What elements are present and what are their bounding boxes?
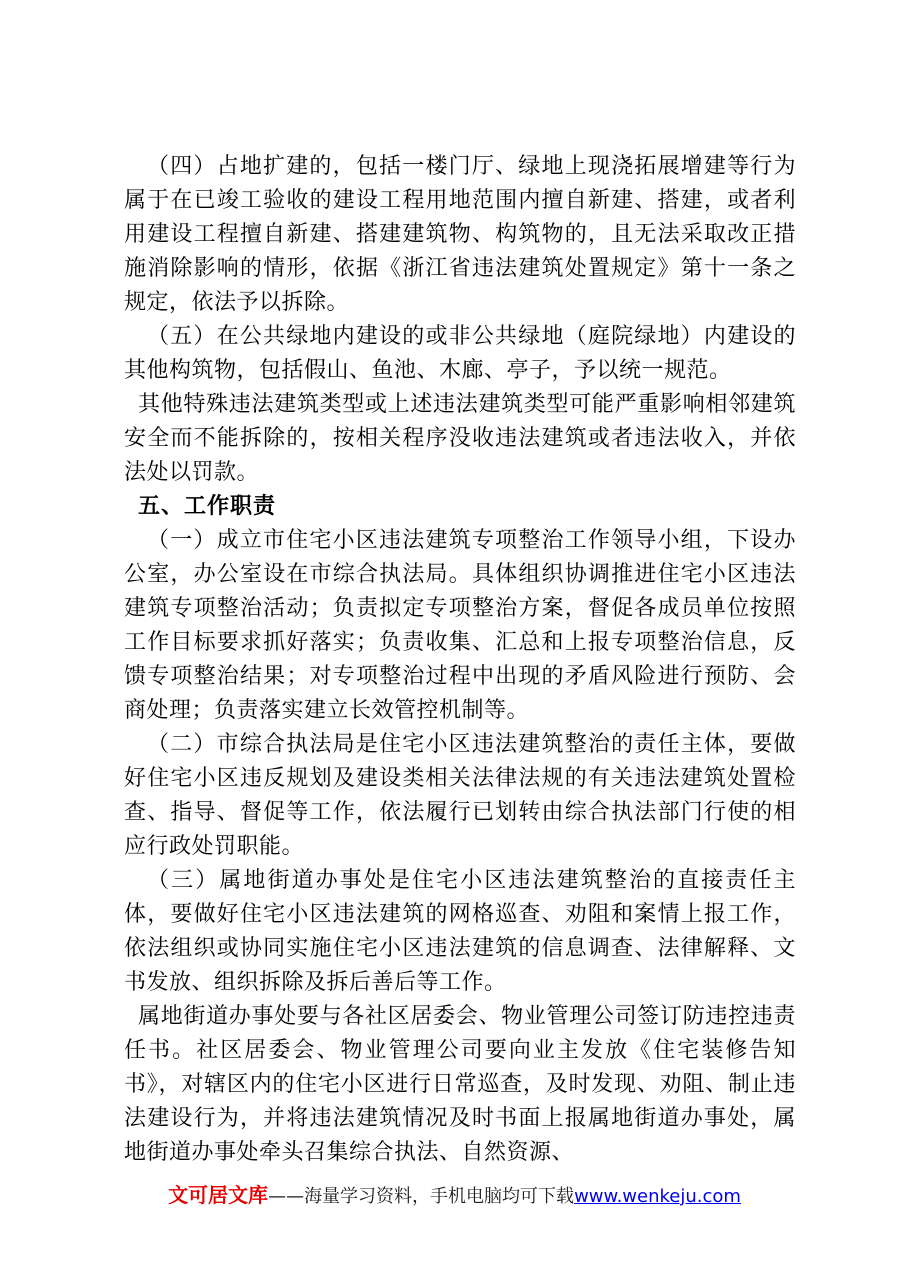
section-heading-responsibilities: 五、工作职责 xyxy=(138,494,277,519)
document-body xyxy=(124,150,796,1170)
footer-site-link[interactable]: www.wenkeju.com xyxy=(574,1186,741,1207)
paragraph-street-office: 属地街道办事处要与各社区居委会、物业管理公司签订防违控违责任书。社区居委会、物业管理公司要向业主发放《住宅装修告知书》，对辖区内的住宅小区进行日常巡查，及时发现、劝阻、制止违法建设行为，并将违法建筑情况及时书面上报属地街道办事处，属地街道办事处牵头召集综合执法、自然资源、 xyxy=(124,1004,796,1165)
page-footer xyxy=(0,1182,909,1210)
paragraph-duty-1: （一）成立市住宅小区违法建筑专项整治工作领导小组，下设办公室，办公室设在市综合执法局。具体组织协调推进住宅小区违法建筑专项整治活动；负责拟定专项整治方案，督促各成员单位按照工作目标要求抓好落实；负责收集、汇总和上报专项整治信息，反馈专项整治结果；对专项整治过程中出现的矛盾风险进行预防、会商处理；负责落实建立长效管控机制等。 xyxy=(124,528,796,723)
paragraph-other-special: 其他特殊违法建筑类型或上述违法建筑类型可能严重影响相邻建筑安全而不能拆除的，按相关程序没收违法建筑或者违法收入，并依法处以罚款。 xyxy=(124,392,796,485)
paragraph-item-4: （四）占地扩建的，包括一楼门厅、绿地上现浇拓展增建等行为属于在已竣工验收的建设工程用地范围内擅自新建、搭建，或者利用建设工程擅自新建、搭建建筑物、构筑物的，且无法采取改正措施消除影响的情形，依据《浙江省违法建筑处置规定》第十一条之规定，依法予以拆除。 xyxy=(124,154,796,315)
paragraph-duty-3: （三）属地街道办事处是住宅小区违法建筑整治的直接责任主体，要做好住宅小区违法建筑的网格巡查、劝阻和案情上报工作，依法组织或协同实施住宅小区违法建筑的信息调查、法律解释、文书发放、组织拆除及拆后善后等工作。 xyxy=(124,868,796,995)
paragraph-duty-2: （二）市综合执法局是住宅小区违法建筑整治的责任主体，要做好住宅小区违反规划及建设类相关法律法规的有关违法建筑处置检查、指导、督促等工作，依法履行已划转由综合执法部门行使的相应行政处罚职能。 xyxy=(124,732,796,859)
footer-brand: 文可居文库 xyxy=(168,1183,269,1207)
footer-slogan: ——海量学习资料，手机电脑均可下载 xyxy=(268,1186,575,1207)
paragraph-item-5: （五）在公共绿地内建设的或非公共绿地（庭院绿地）内建设的其他构筑物，包括假山、鱼池、木廊、亭子，予以统一规范。 xyxy=(124,324,796,383)
